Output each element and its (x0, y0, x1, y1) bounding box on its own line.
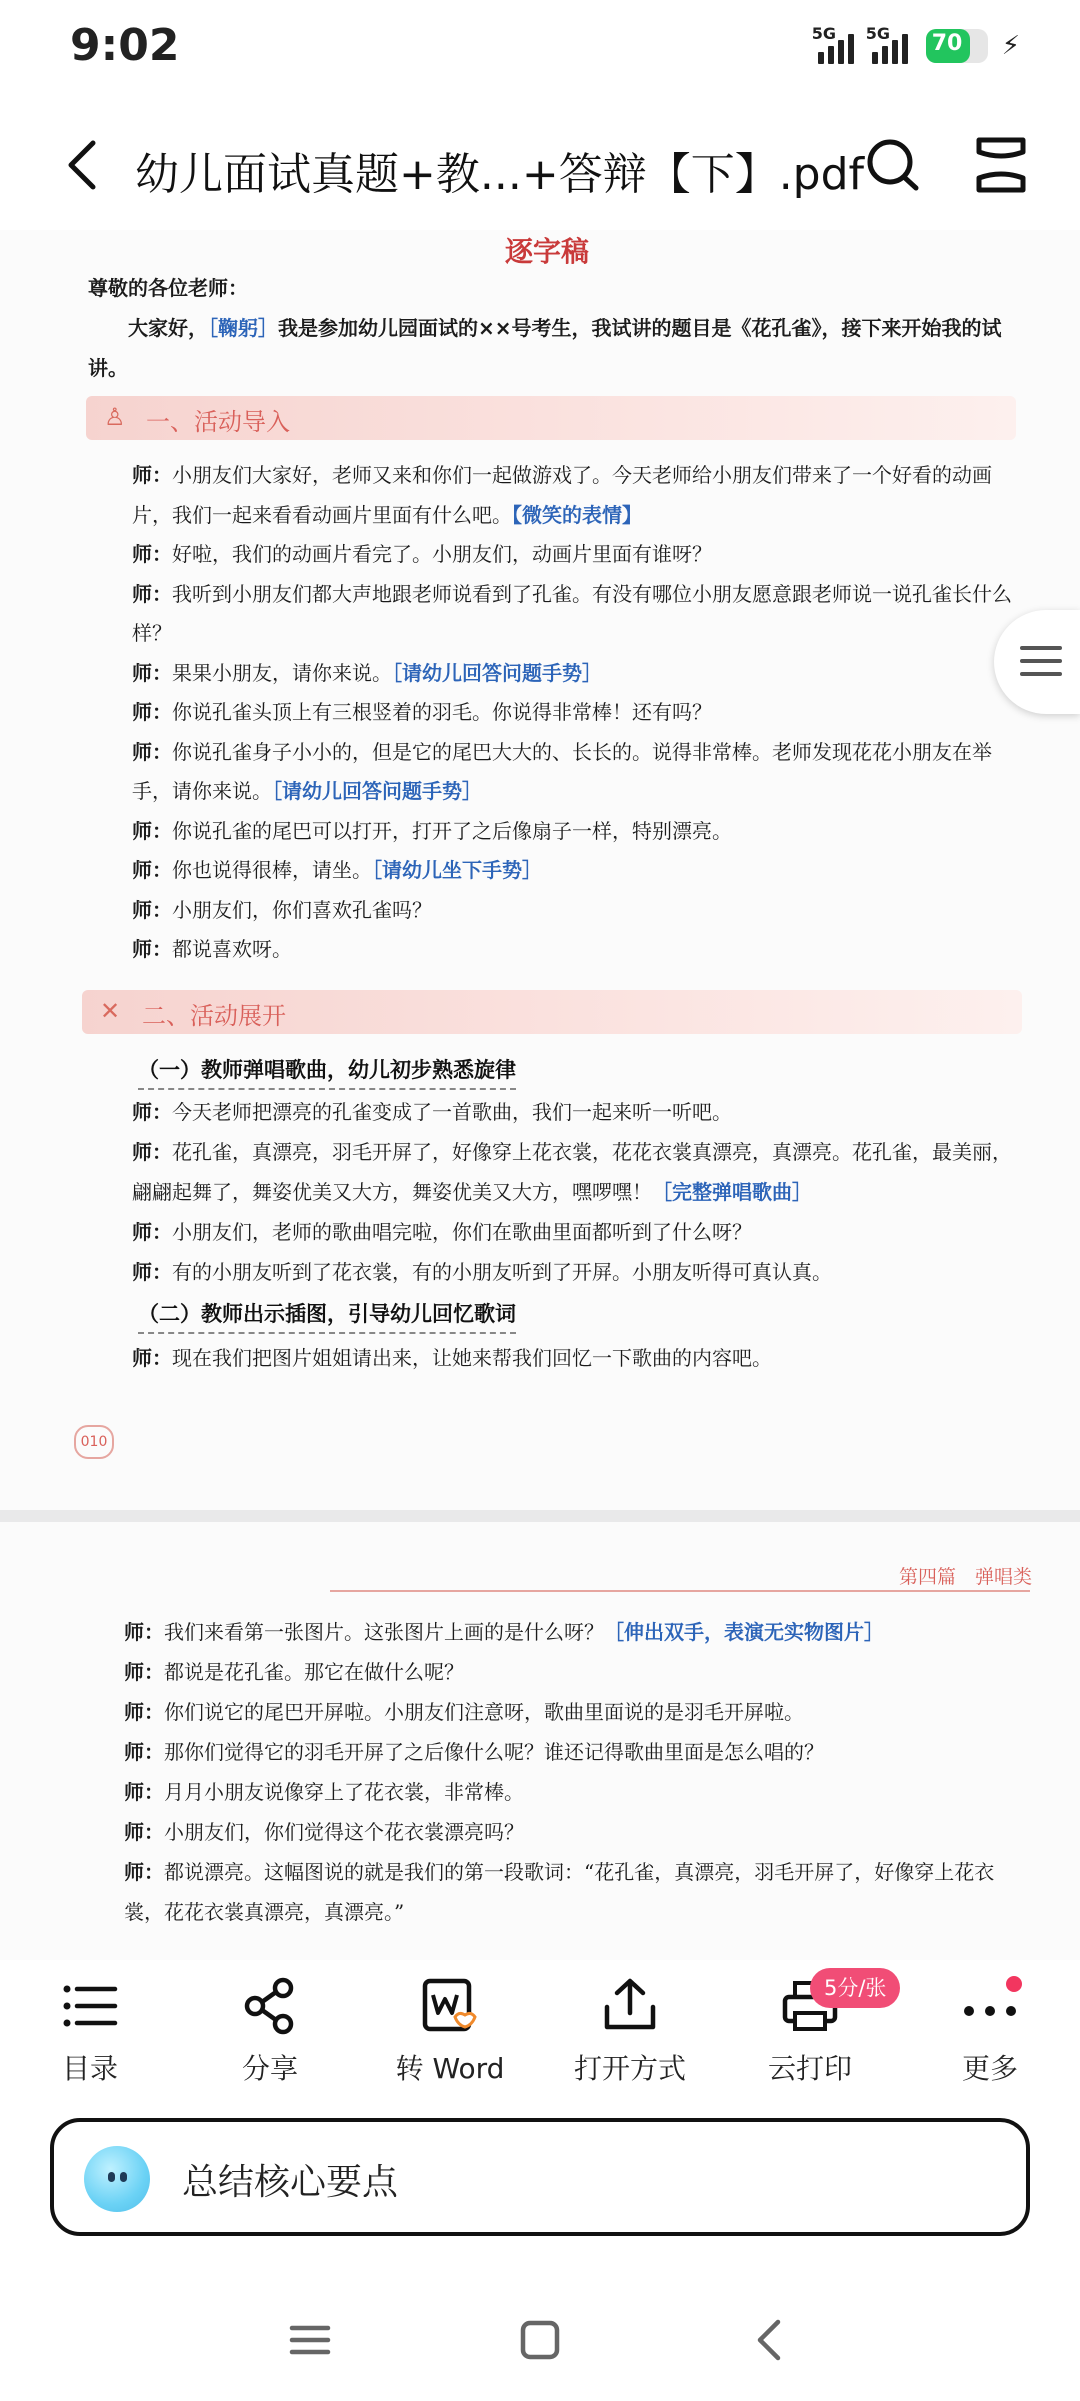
dialogue-line (124, 1612, 1024, 1652)
dialogue-line (132, 812, 1022, 852)
speaker-label: 师： (132, 937, 172, 961)
line-text: 小朋友们，老师的歌曲唱完啦，你们在歌曲里面都听到了什么呀？ (172, 1220, 752, 1244)
line-text: 你说孔雀身子小小的，但是它的尾巴大大的、长长的。说得非常棒。老师发现花花小朋友在举手，请你来说。 (132, 739, 992, 803)
status-icons (811, 24, 1020, 64)
speaker-label: 师： (132, 739, 172, 764)
dialogue-line (124, 1852, 1024, 1932)
system-navigation-bar (0, 2270, 1080, 2401)
line-text: 我听到小朋友们都大声地跟老师说看到了孔雀。有没有哪位小朋友愿意跟老师说一说孔雀长什么样？ (132, 581, 1012, 645)
dialogue-line (124, 1812, 1024, 1852)
pdf-page (0, 1522, 1080, 2022)
dialogue-line (132, 733, 1022, 812)
stage-direction: ［请幼儿坐下手势］ (372, 858, 542, 882)
dialogue-line (132, 851, 1022, 891)
toolbar-label: 更多 (961, 2052, 1018, 2085)
line-text: 你们说它的尾巴开屏啦。小朋友们注意呀，歌曲里面说的是羽毛开屏啦。 (164, 1700, 804, 1724)
speaker-label: 师： (132, 463, 172, 487)
section-header (82, 990, 1022, 1034)
intro-text-b: 我是参加幼儿园面试的××号考生，我试讲的题目是《花孔雀》，接下来开始我的试讲。 (88, 316, 1002, 380)
ai-summary-label: 总结核心要点 (182, 2162, 399, 2203)
battery-level: 70 (931, 31, 963, 56)
notification-dot (1006, 1976, 1022, 1992)
dialogue-block (132, 1092, 1022, 1292)
pdf-page (0, 230, 1080, 1510)
toolbar-label: 打开方式 (573, 2052, 686, 2085)
toolbar-label: 转 Word (395, 2052, 505, 2085)
speaker-label: 师： (132, 1260, 172, 1284)
dialogue-line (132, 891, 1022, 931)
subsection-title: （二）教师出示插图，引导幼儿回忆歌词 (138, 1298, 516, 1334)
line-text: 好啦，我们的动画片看完了。小朋友们，动画片里面有谁呀？ (172, 542, 712, 566)
toolbar-item-to-word[interactable] (370, 1975, 530, 2095)
speaker-label: 师： (132, 858, 172, 882)
status-bar (0, 0, 1080, 100)
line-text: 都说漂亮。这幅图说的就是我们的第一段歌词：“花孔雀，真漂亮，羽毛开屏了，好像穿上花衣裳，花花衣裳真漂亮，真漂亮。” (124, 1860, 995, 1924)
dialogue-block (124, 1612, 1024, 1932)
dialogue-line (132, 1132, 1022, 1212)
speaker-label: 师： (132, 660, 172, 685)
line-text: 今天老师把漂亮的孔雀变成了一首歌曲，我们一起来听一听吧。 (172, 1100, 732, 1124)
line-text: 月月小朋友说像穿上了花衣裳，非常棒。 (164, 1780, 524, 1804)
dialogue-line (132, 456, 1022, 535)
stage-direction: ［请幼儿回答问题手势］ (392, 660, 602, 685)
toolbar-item-share[interactable] (190, 1975, 350, 2095)
page-heading: 逐字稿 (505, 235, 590, 268)
speaker-label: 师： (132, 1100, 172, 1124)
subsection-title: （一）教师弹唱歌曲，幼儿初步熟悉旋律 (138, 1054, 516, 1090)
dialogue-line (132, 575, 1022, 654)
speaker-label: 师： (124, 1620, 164, 1644)
section-title: 二、活动展开 (142, 1002, 286, 1030)
dialogue-line (132, 535, 1022, 575)
speaker-label: 师： (124, 1660, 164, 1684)
signal-icon (811, 24, 858, 64)
section-title: 一、活动导入 (146, 408, 290, 436)
toolbar-label: 云打印 (767, 2052, 852, 2085)
line-text: 现在我们把图片姐姐请出来，让她来帮我们回忆一下歌曲的内容吧。 (172, 1346, 772, 1370)
toolbar-label: 分享 (241, 2052, 298, 2085)
word-convert-icon (419, 1975, 481, 2037)
line-text: 有的小朋友听到了花衣裳，有的小朋友听到了开屏。小朋友听得可真认真。 (172, 1260, 832, 1284)
dialogue-line (124, 1772, 1024, 1812)
menu-icon (280, 2310, 340, 2370)
speaker-label: 师： (132, 897, 172, 922)
nav-back-button[interactable] (740, 2310, 800, 2370)
toolbar-item-more[interactable] (910, 1975, 1070, 2095)
share-icon (239, 1975, 301, 2037)
dialogue-block (132, 1338, 1022, 1378)
speaker-label: 师： (124, 1860, 164, 1884)
dialogue-line (124, 1692, 1024, 1732)
line-text: 你也说得很棒，请坐。 (172, 858, 372, 882)
speaker-label: 师： (132, 1140, 172, 1164)
stage-direction: ［请幼儿回答问题手势］ (272, 779, 482, 803)
network-type-label: 5G (811, 24, 836, 43)
dialogue-line (132, 930, 1022, 970)
document-title: 幼儿面试真题+教...+答辩【下】.pdf (135, 149, 865, 200)
speaker-label: 师： (132, 581, 172, 606)
section-header (86, 396, 1016, 440)
stage-direction: 【微笑的表情】 (512, 502, 642, 527)
dialogue-block (132, 456, 1022, 970)
list-icon (59, 1975, 121, 2037)
collapse-icon (975, 130, 1027, 200)
intro-text-a: 大家好， (128, 316, 208, 340)
nav-home-button[interactable] (510, 2310, 570, 2370)
menu-icon (1020, 646, 1062, 685)
speaker-label: 师： (124, 1820, 164, 1844)
search-button[interactable] (862, 130, 922, 200)
line-text: 小朋友们，你们喜欢孔雀吗？ (172, 897, 432, 922)
page-number: 010 (74, 1425, 114, 1459)
intro-highlight: ［鞠躬］ (208, 316, 278, 340)
battery-icon (926, 29, 988, 63)
speaker-label: 师： (132, 1220, 172, 1244)
nav-menu-button[interactable] (280, 2310, 340, 2370)
status-time: 9:02 (70, 20, 180, 71)
speaker-label: 师： (132, 542, 172, 566)
ai-assistant-icon (84, 2146, 150, 2212)
speaker-label: 师： (124, 1700, 164, 1724)
toolbar-item-open-with[interactable] (550, 1975, 710, 2095)
intro-paragraph (88, 308, 1023, 388)
print-price-badge: 5分/张 (810, 1968, 900, 2008)
speaker-label: 师： (132, 818, 172, 843)
back-button[interactable] (55, 135, 115, 195)
stage-direction: ［伸出双手，表演无实物图片］ (604, 1620, 884, 1644)
signal-icon (865, 24, 912, 64)
line-text: 都说喜欢呀。 (172, 937, 292, 961)
back-arrow-icon (55, 135, 115, 195)
title-bar (0, 100, 1080, 230)
back-icon (740, 2310, 800, 2370)
search-icon (862, 130, 922, 200)
expand-icon: ✕ (100, 997, 121, 1025)
dialogue-line (132, 1252, 1022, 1292)
dialogue-line (124, 1652, 1024, 1692)
upload-icon (599, 1975, 661, 2037)
charging-icon: ⚡ (1001, 31, 1020, 61)
line-text: 小朋友们，你们觉得这个花衣裳漂亮吗？ (164, 1820, 524, 1844)
divider (330, 1590, 1030, 1592)
dialogue-line (132, 1092, 1022, 1132)
speaker-label: 师： (132, 1346, 172, 1370)
toolbar-label: 目录 (61, 2052, 118, 2085)
line-text: 你说孔雀的尾巴可以打开，打开了之后像扇子一样，特别漂亮。 (172, 818, 732, 843)
toolbar-item-toc[interactable] (10, 1975, 170, 2095)
line-text: 花孔雀，真漂亮，羽毛开屏了，好像穿上花衣裳，花花衣裳真漂亮，真漂亮。花孔雀，最美丽，翩翩起舞了，舞姿优美又大方，舞姿优美又大方，嘿啰嘿！ (132, 1140, 1012, 1204)
dialogue-line (132, 1212, 1022, 1252)
line-text: 都说是花孔雀。那它在做什么呢？ (164, 1660, 464, 1684)
speaker-label: 师： (124, 1780, 164, 1804)
pdf-viewer[interactable] (0, 230, 1080, 1970)
line-text: 你说孔雀头顶上有三根竖着的羽毛。你说得非常棒！还有吗？ (172, 700, 712, 724)
teacher-icon: ♙ (104, 403, 126, 431)
line-text: 那你们觉得它的羽毛开屏了之后像什么呢？谁还记得歌曲里面是怎么唱的？ (164, 1740, 824, 1764)
network-type-label: 5G (865, 24, 890, 43)
dialogue-line (132, 654, 1022, 694)
running-head: 第四篇 弹唱类 (898, 1566, 1032, 1588)
greeting: 尊敬的各位老师： (88, 276, 248, 300)
line-text: 果果小朋友，请你来说。 (172, 660, 392, 685)
speaker-label: 师： (132, 700, 172, 724)
dialogue-line (132, 1338, 1022, 1378)
dialogue-line (124, 1732, 1024, 1772)
ai-summary-button[interactable] (50, 2118, 1030, 2236)
collapse-button[interactable] (975, 130, 1027, 200)
line-text: 小朋友们大家好，老师又来和你们一起做游戏了。今天老师给小朋友们带来了一个好看的动画片，我们一起来看看动画片里面有什么吧。 (132, 463, 992, 527)
bottom-toolbar (0, 1960, 1080, 2100)
speaker-label: 师： (124, 1740, 164, 1764)
dialogue-line (132, 693, 1022, 733)
home-icon (510, 2310, 570, 2370)
stage-direction: ［完整弹唱歌曲］ (652, 1180, 812, 1204)
line-text: 我们来看第一张图片。这张图片上画的是什么呀？ (164, 1620, 604, 1644)
